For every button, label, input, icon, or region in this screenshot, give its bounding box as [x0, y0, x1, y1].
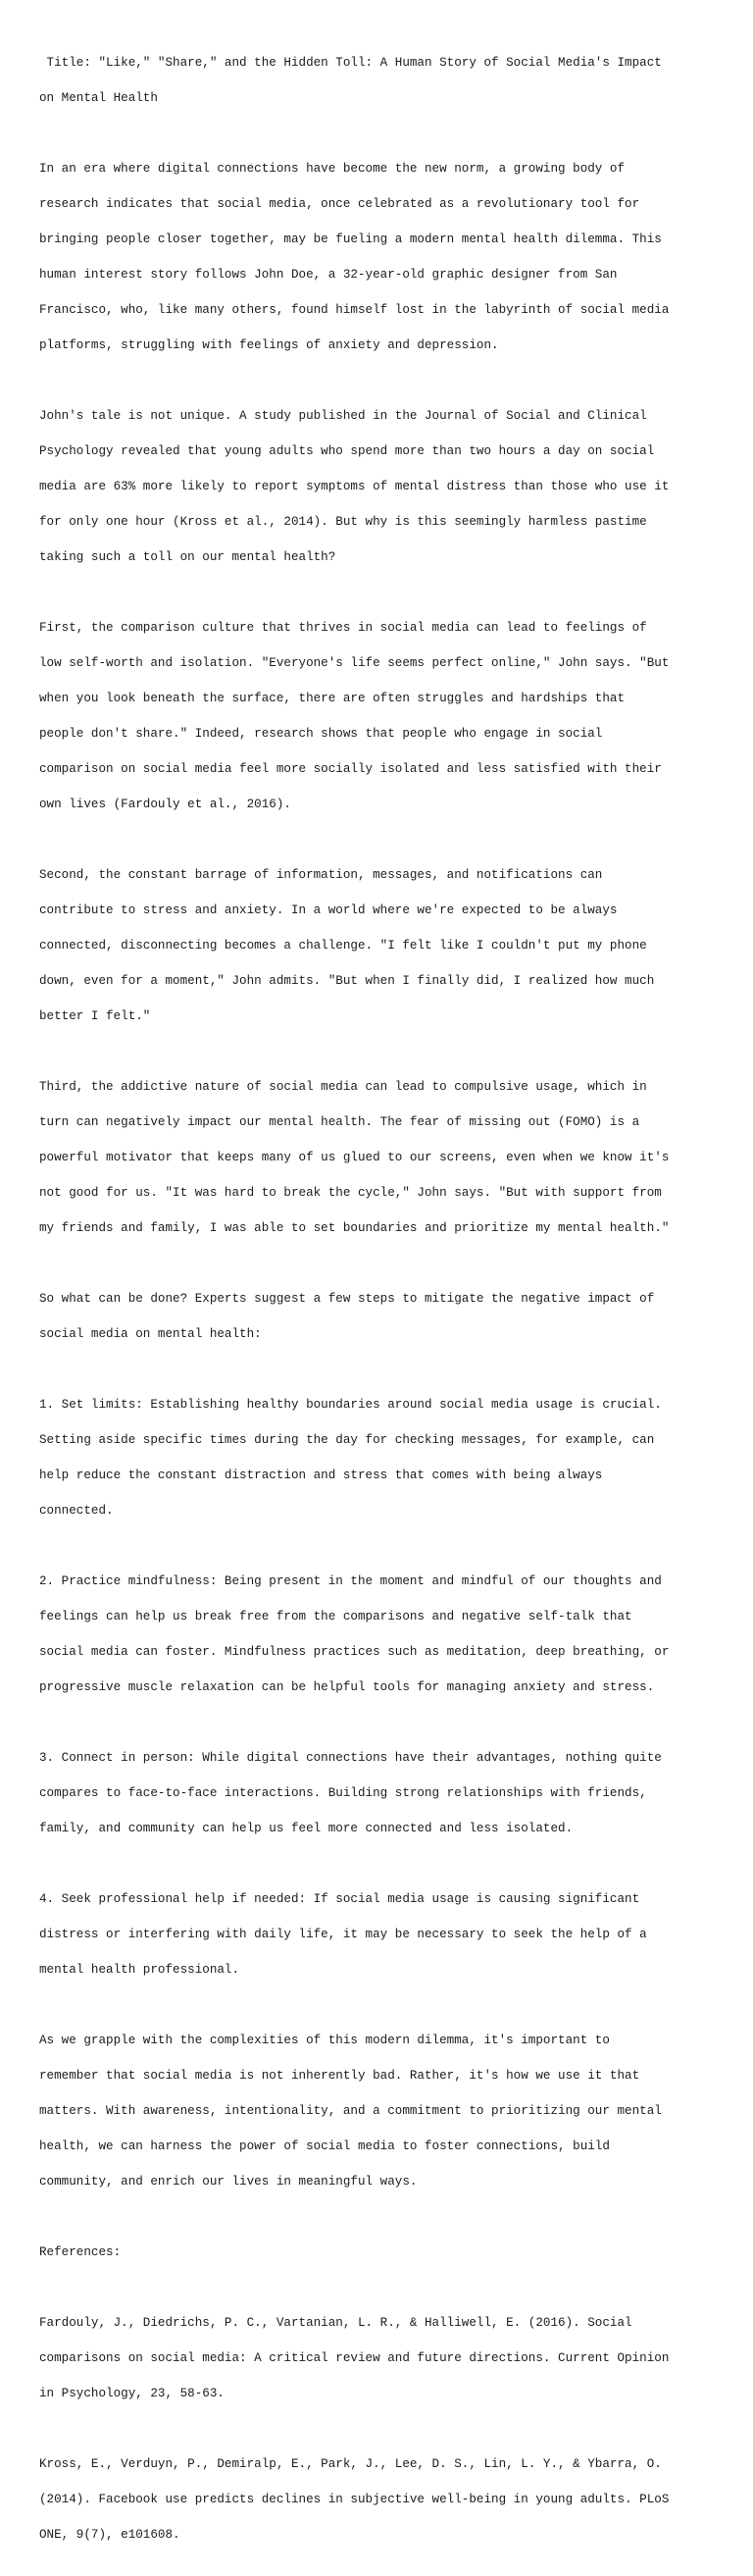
text-line: down, even for a moment," John admits. "But when I finally did, I realized how much [39, 974, 655, 988]
text-line: 1. Set limits: Establishing healthy boundaries around social media usage is crucial. [39, 1398, 662, 1412]
paragraph-barrage [39, 846, 691, 1046]
text-line: powerful motivator that keeps many of us glued to our screens, even when we know it's [39, 1151, 670, 1164]
paragraph-intro [39, 139, 691, 375]
title-line: Title: "Like," "Share," and the Hidden Toll: A Human Story of Social Media's Impact [39, 56, 662, 70]
text-line: human interest story follows John Doe, a 32-year-old graphic designer from San [39, 268, 618, 282]
text-line: Third, the addictive nature of social media can lead to compulsive usage, which in [39, 1080, 647, 1094]
text-line: John's tale is not unique. A study published in the Journal of Social and Clinical [39, 409, 647, 423]
document-title [39, 33, 691, 128]
text-line: health, we can harness the power of social media to foster connections, build [39, 2139, 610, 2153]
list-item-connect [39, 1728, 691, 1858]
paragraph-addictive [39, 1057, 691, 1258]
text-line: 3. Connect in person: While digital connections have their advantages, nothing quite [39, 1751, 662, 1765]
text-line: Psychology revealed that young adults who spend more than two hours a day on social [39, 444, 655, 458]
text-line: So what can be done? Experts suggest a few steps to mitigate the negative impact of [39, 1292, 655, 1306]
text-line: for only one hour (Kross et al., 2014). But why is this seemingly harmless pastime [39, 515, 647, 529]
reference-kross [39, 2435, 691, 2564]
reference-fardouly [39, 2293, 691, 2423]
text-line: In an era where digital connections have become the new norm, a growing body of [39, 162, 626, 176]
text-line: feelings can help us break free from the comparisons and negative self-talk that [39, 1610, 632, 1623]
text-line: Kross, E., Verduyn, P., Demiralp, E., Park, J., Lee, D. S., Lin, L. Y., & Ybarra, O. [39, 2457, 662, 2471]
text-line: family, and community can help us feel more connected and less isolated. [39, 1822, 574, 1835]
paragraph-comparison [39, 598, 691, 834]
text-line: Second, the constant barrage of information, messages, and notifications can [39, 868, 603, 882]
list-item-mindfulness [39, 1552, 691, 1717]
text-line: Francisco, who, like many others, found himself lost in the labyrinth of social media [39, 303, 670, 317]
text-line: distress or interfering with daily life, it may be necessary to seek the help of a [39, 1928, 647, 1941]
text-line: comparisons on social media: A critical review and future directions. Current Opinion [39, 2351, 670, 2365]
text-line: bringing people closer together, may be fueling a modern mental health dilemma. This [39, 232, 662, 246]
text-line: contribute to stress and anxiety. In a world where we're expected to be always [39, 903, 618, 917]
paragraph-what-can-be-done [39, 1269, 691, 1364]
text-line: own lives (Fardouly et al., 2016). [39, 798, 291, 811]
text-line: 4. Seek professional help if needed: If social media usage is causing significant [39, 1892, 640, 1906]
text-line: when you look beneath the surface, there are often struggles and hardships that [39, 692, 626, 705]
list-item-professional-help [39, 1870, 691, 1999]
references-heading [39, 2223, 691, 2282]
text-line: 2. Practice mindfulness: Being present in the moment and mindful of our thoughts and [39, 1574, 662, 1588]
text-line: turn can negatively impact our mental health. The fear of missing out (FOMO) is a [39, 1115, 640, 1129]
text-line: Setting aside specific times during the day for checking messages, for example, can [39, 1433, 655, 1447]
text-line: connected, disconnecting becomes a challenge. "I felt like I couldn't put my phone [39, 939, 647, 953]
text-line: social media on mental health: [39, 1327, 262, 1341]
text-line: compares to face-to-face interactions. Building strong relationships with friends, [39, 1786, 647, 1800]
text-line: References: [39, 2245, 122, 2259]
text-line: First, the comparison culture that thrives in social media can lead to feelings of [39, 621, 647, 635]
text-line: people don't share." Indeed, research shows that people who engage in social [39, 727, 603, 741]
text-line: taking such a toll on our mental health? [39, 550, 336, 564]
text-line: community, and enrich our lives in meaningful ways. [39, 2175, 418, 2189]
text-line: social media can foster. Mindfulness practices such as meditation, deep breathing, or [39, 1645, 670, 1659]
text-line: my friends and family, I was able to set boundaries and prioritize my mental health." [39, 1221, 670, 1235]
text-line: (2014). Facebook use predicts declines in subjective well-being in young adults. PLoS [39, 2493, 670, 2506]
title-line: on Mental Health [39, 91, 158, 105]
text-line: remember that social media is not inherently bad. Rather, it's how we use it that [39, 2069, 640, 2083]
text-line: platforms, struggling with feelings of anxiety and depression. [39, 338, 499, 352]
text-line: Fardouly, J., Diedrichs, P. C., Vartanian, L. R., & Halliwell, E. (2016). Social [39, 2316, 632, 2330]
document-page [39, 33, 691, 2576]
text-line: progressive muscle relaxation can be helpful tools for managing anxiety and stress. [39, 1680, 655, 1694]
text-line: better I felt." [39, 1009, 151, 1023]
text-line: low self-worth and isolation. "Everyone's life seems perfect online," John says. "But [39, 656, 670, 670]
list-item-set-limits [39, 1375, 691, 1540]
text-line: in Psychology, 23, 58-63. [39, 2387, 225, 2400]
text-line: help reduce the constant distraction and stress that comes with being always [39, 1468, 603, 1482]
text-line: As we grapple with the complexities of this modern dilemma, it's important to [39, 2034, 610, 2047]
text-line: ONE, 9(7), e101608. [39, 2528, 180, 2542]
paragraph-conclusion [39, 2011, 691, 2211]
text-line: not good for us. "It was hard to break the cycle," John says. "But with support from [39, 1186, 662, 1200]
paragraph-study [39, 386, 691, 587]
text-line: matters. With awareness, intentionality, and a commitment to prioritizing our mental [39, 2104, 662, 2118]
text-line: connected. [39, 1504, 114, 1518]
text-line: research indicates that social media, once celebrated as a revolutionary tool for [39, 197, 640, 211]
text-line: mental health professional. [39, 1963, 240, 1977]
text-line: comparison on social media feel more socially isolated and less satisfied with their [39, 762, 662, 776]
text-line: media are 63% more likely to report symptoms of mental distress than those who use it [39, 480, 670, 493]
